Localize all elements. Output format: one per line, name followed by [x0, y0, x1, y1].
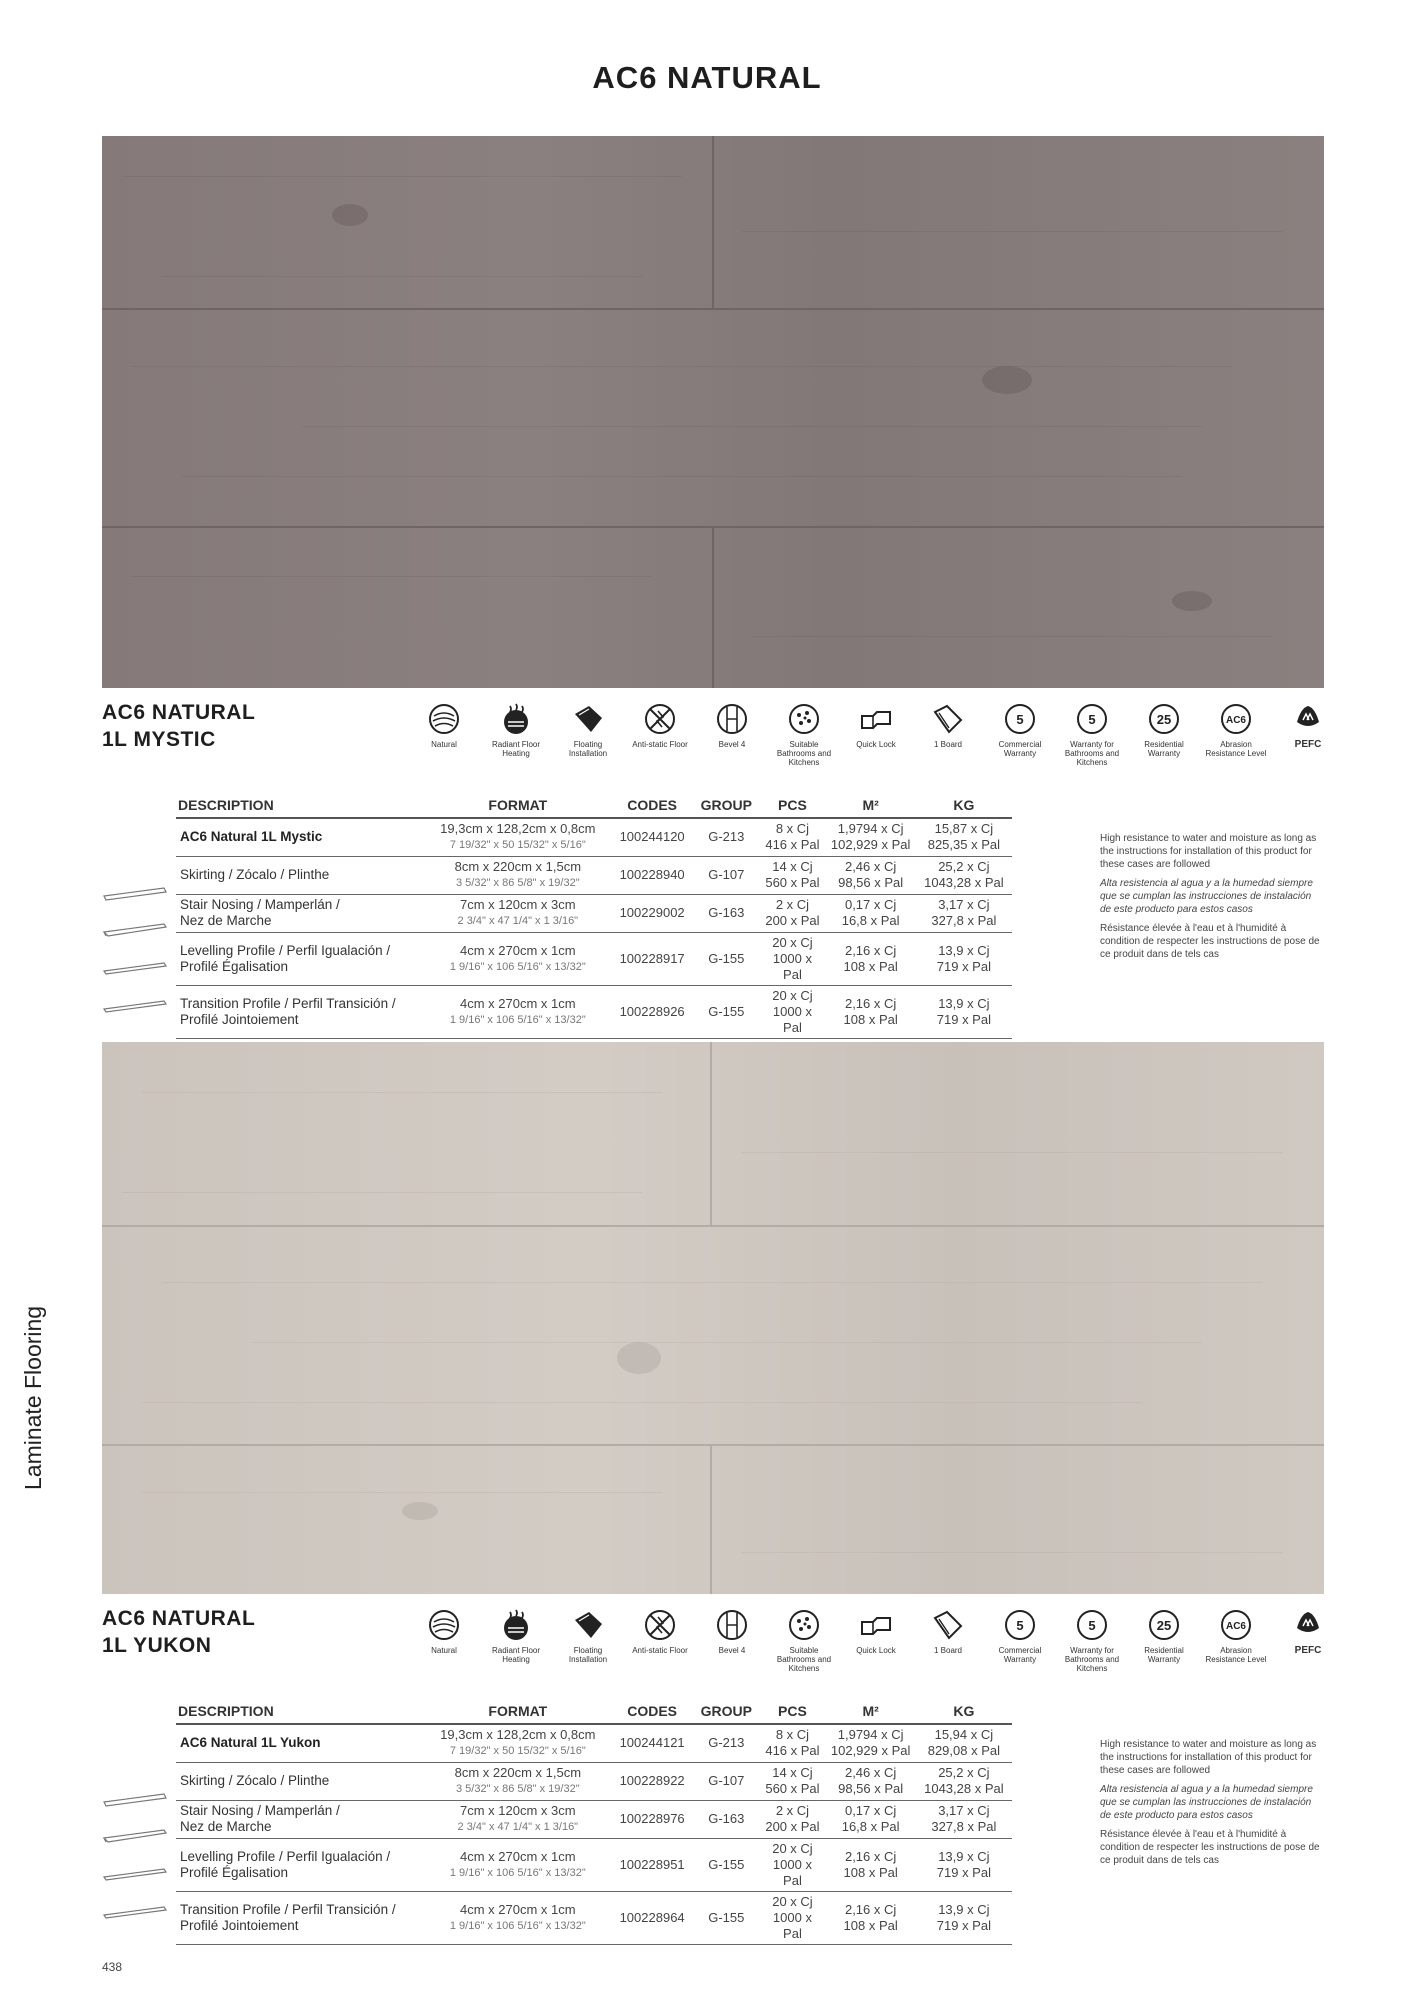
- m2-cell: 1,9794 x Cj 102,929 x Pal: [826, 818, 916, 856]
- header-m2: M²: [826, 796, 916, 818]
- feature-radiant-heating: [484, 1608, 548, 1664]
- feature-bevel: [700, 1608, 764, 1655]
- kg-cell: 15,94 x Cj 829,08 x Pal: [916, 1724, 1012, 1762]
- feature-commercial-warranty: [988, 702, 1052, 758]
- floating-installation-icon: [571, 1608, 605, 1642]
- abrasion-icon: [1219, 1608, 1253, 1642]
- svg-text:5: 5: [1016, 1618, 1024, 1633]
- header-kg: KG: [916, 1702, 1012, 1724]
- radiant-heating-icon: [499, 702, 533, 736]
- description-cell: AC6 Natural 1L Mystic: [176, 818, 425, 856]
- table-row: [176, 1724, 1012, 1762]
- description-cell: Transition Profile / Perfil Transición / Profilé Jointoiement: [176, 1891, 425, 1944]
- header-description: DESCRIPTION: [176, 796, 425, 818]
- format-cell: 7cm x 120cm x 3cm 2 3/4" x 47 1/4" x 1 3/16": [425, 894, 611, 932]
- note-english: High resistance to water and moisture as long as the instructions for installation of this product for these cases are followed: [1100, 833, 1317, 870]
- m2-cell: 1,9794 x Cj 102,929 x Pal: [826, 1724, 916, 1762]
- bevel-icon: [715, 702, 749, 736]
- wet-warranty-icon: [1075, 1608, 1109, 1642]
- header-format: FORMAT: [425, 796, 611, 818]
- header-pcs: PCS: [759, 796, 825, 818]
- note-french: Résistance élevée à l'eau et à l'humidité à condition de respecter les instructions de pose de ce produit dans de tels cas: [1100, 923, 1320, 960]
- moisture-notes: [1100, 1738, 1324, 1873]
- header-group: GROUP: [693, 796, 759, 818]
- pcs-cell: 20 x Cj 1000 x Pal: [759, 985, 825, 1038]
- feature-label: Radiant Floor Heating: [491, 740, 541, 758]
- product-section-mystic: [102, 136, 1324, 1035]
- code-cell: 100228917: [611, 932, 693, 985]
- pcs-cell: 2 x Cj 200 x Pal: [759, 894, 825, 932]
- table-row: [176, 1762, 1012, 1800]
- quick-lock-icon: [859, 702, 893, 736]
- transition-profile-icon: [102, 1900, 170, 1922]
- feature-radiant-heating: [484, 702, 548, 758]
- pcs-cell: 8 x Cj 416 x Pal: [759, 818, 825, 856]
- feature-label: Warranty for Bathrooms and Kitchens: [1064, 1646, 1120, 1673]
- svg-text:5: 5: [1088, 1618, 1096, 1633]
- header-kg: KG: [916, 796, 1012, 818]
- feature-label: 1 Board: [933, 1646, 963, 1655]
- description-cell: Levelling Profile / Perfil Igualación / Profilé Égalisation: [176, 932, 425, 985]
- pcs-cell: 20 x Cj 1000 x Pal: [759, 1891, 825, 1944]
- natural-icon: [427, 1608, 461, 1642]
- product-name-line1: AC6 NATURAL: [102, 1607, 256, 1630]
- feature-label: Commercial Warranty: [998, 1646, 1042, 1664]
- svg-text:25: 25: [1156, 712, 1172, 727]
- format-cell: 8cm x 220cm x 1,5cm 3 5/32" x 86 5/8" x 19/32": [425, 1762, 611, 1800]
- format-cell: 7cm x 120cm x 3cm 2 3/4" x 47 1/4" x 1 3/16": [425, 1800, 611, 1838]
- skirting-profile-icon: [102, 882, 170, 904]
- feature-bevel: [700, 702, 764, 749]
- m2-cell: 2,16 x Cj 108 x Pal: [826, 1891, 916, 1944]
- group-cell: G-107: [693, 1762, 759, 1800]
- feature-label: Abrasion Resistance Level: [1205, 740, 1267, 758]
- svg-text:5: 5: [1016, 712, 1024, 727]
- table-row: [176, 1891, 1012, 1944]
- feature-one-board: [916, 1608, 980, 1655]
- description-cell: AC6 Natural 1L Yukon: [176, 1724, 425, 1762]
- table-row: [176, 818, 1012, 856]
- description-cell: Skirting / Zócalo / Plinthe: [176, 1762, 425, 1800]
- one-board-icon: [931, 702, 965, 736]
- feature-label: Commercial Warranty: [998, 740, 1042, 758]
- feature-label: Suitable Bathrooms and Kitchens: [776, 740, 832, 767]
- description-cell: Skirting / Zócalo / Plinthe: [176, 856, 425, 894]
- m2-cell: 2,16 x Cj 108 x Pal: [826, 932, 916, 985]
- feature-label: Quick Lock: [856, 1646, 896, 1655]
- pcs-cell: 20 x Cj 1000 x Pal: [759, 932, 825, 985]
- code-cell: 100229002: [611, 894, 693, 932]
- feature-wet-warranty: [1060, 1608, 1124, 1673]
- header-codes: CODES: [611, 1702, 693, 1724]
- feature-label: Natural: [431, 1646, 457, 1655]
- feature-anti-static: [628, 1608, 692, 1655]
- side-category-label: Laminate Flooring: [20, 1305, 46, 1490]
- table-row: [176, 1838, 1012, 1891]
- table-row: [176, 894, 1012, 932]
- spec-table-mystic: [176, 796, 1012, 1039]
- pcs-cell: 14 x Cj 560 x Pal: [759, 1762, 825, 1800]
- feature-label: Radiant Floor Heating: [491, 1646, 541, 1664]
- header-codes: CODES: [611, 796, 693, 818]
- m2-cell: 2,16 x Cj 108 x Pal: [826, 985, 916, 1038]
- description-cell: Transition Profile / Perfil Transición / Profilé Jointoiement: [176, 985, 425, 1038]
- feature-label: Floating Installation: [568, 1646, 608, 1664]
- format-cell: 4cm x 270cm x 1cm 1 9/16" x 106 5/16" x 13/32": [425, 1891, 611, 1944]
- skirting-profile-icon: [102, 1788, 170, 1810]
- code-cell: 100228964: [611, 1891, 693, 1944]
- m2-cell: 0,17 x Cj 16,8 x Pal: [826, 894, 916, 932]
- header-pcs: PCS: [759, 1702, 825, 1724]
- description-cell: Stair Nosing / Mamperlán / Nez de Marche: [176, 894, 425, 932]
- bevel-icon: [715, 1608, 749, 1642]
- page-title: AC6 NATURAL: [592, 60, 822, 95]
- bathroom-kitchen-icon: [787, 702, 821, 736]
- commercial-warranty-icon: [1003, 1608, 1037, 1642]
- feature-label: Anti-static Floor: [632, 1646, 688, 1655]
- m2-cell: 0,17 x Cj 16,8 x Pal: [826, 1800, 916, 1838]
- pcs-cell: 2 x Cj 200 x Pal: [759, 1800, 825, 1838]
- feature-bathroom-kitchen: [772, 702, 836, 767]
- svg-text:AC6: AC6: [1225, 715, 1247, 726]
- group-cell: G-155: [693, 1838, 759, 1891]
- kg-cell: 13,9 x Cj 719 x Pal: [916, 1891, 1012, 1944]
- commercial-warranty-icon: [1003, 702, 1037, 736]
- radiant-heating-icon: [499, 1608, 533, 1642]
- note-spanish: Alta resistencia al agua y a la humedad siempre que se cumplan las instrucciones de instalación de este producto para estos casos: [1100, 878, 1313, 915]
- floating-installation-icon: [571, 702, 605, 736]
- pcs-cell: 14 x Cj 560 x Pal: [759, 856, 825, 894]
- pcs-cell: 20 x Cj 1000 x Pal: [759, 1838, 825, 1891]
- floor-photo-mystic: [102, 136, 1324, 688]
- feature-one-board: [916, 702, 980, 749]
- group-cell: G-213: [693, 1724, 759, 1762]
- feature-label: Anti-static Floor: [632, 740, 688, 749]
- anti-static-icon: [643, 702, 677, 736]
- format-cell: 8cm x 220cm x 1,5cm 3 5/32" x 86 5/8" x 19/32": [425, 856, 611, 894]
- table-row: [176, 985, 1012, 1038]
- note-spanish: Alta resistencia al agua y a la humedad siempre que se cumplan las instrucciones de instalación de este producto para estos casos: [1100, 1784, 1313, 1821]
- feature-icons: [412, 1608, 1332, 1688]
- feature-label: 1 Board: [933, 740, 963, 749]
- page-number: 438: [102, 1960, 123, 1974]
- residential-warranty-icon: [1147, 702, 1181, 736]
- svg-text:AC6: AC6: [1225, 1621, 1247, 1632]
- feature-pefc: [1276, 702, 1340, 749]
- table-row: [176, 1800, 1012, 1838]
- feature-wet-warranty: [1060, 702, 1124, 767]
- feature-quick-lock: [844, 1608, 908, 1655]
- table-row: [176, 856, 1012, 894]
- kg-cell: 3,17 x Cj 327,8 x Pal: [916, 894, 1012, 932]
- feature-abrasion: [1204, 1608, 1268, 1664]
- feature-pefc: [1276, 1608, 1340, 1655]
- quick-lock-icon: [859, 1608, 893, 1642]
- group-cell: G-155: [693, 932, 759, 985]
- product-name: [102, 1605, 255, 1659]
- code-cell: 100244121: [611, 1724, 693, 1762]
- format-cell: 19,3cm x 128,2cm x 0,8cm 7 19/32" x 50 15/32" x 5/16": [425, 818, 611, 856]
- anti-static-icon: [643, 1608, 677, 1642]
- feature-label: Bevel 4: [718, 740, 746, 749]
- kg-cell: 13,9 x Cj 719 x Pal: [916, 932, 1012, 985]
- product-name-line2: 1L MYSTIC: [102, 728, 216, 751]
- feature-residential-warranty: [1132, 1608, 1196, 1664]
- header-m2: M²: [826, 1702, 916, 1724]
- feature-label: Natural: [431, 740, 457, 749]
- kg-cell: 15,87 x Cj 825,35 x Pal: [916, 818, 1012, 856]
- group-cell: G-155: [693, 985, 759, 1038]
- feature-residential-warranty: [1132, 702, 1196, 758]
- feature-bathroom-kitchen: [772, 1608, 836, 1673]
- pefc-icon: [1291, 702, 1325, 736]
- feature-label: Floating Installation: [568, 740, 608, 758]
- feature-floating-installation: [556, 1608, 620, 1664]
- kg-cell: 25,2 x Cj 1043,28 x Pal: [916, 1762, 1012, 1800]
- pcs-cell: 8 x Cj 416 x Pal: [759, 1724, 825, 1762]
- group-cell: G-163: [693, 1800, 759, 1838]
- levelling-profile-icon: [102, 1862, 170, 1884]
- residential-warranty-icon: [1147, 1608, 1181, 1642]
- moisture-notes: [1100, 832, 1324, 967]
- code-cell: 100228976: [611, 1800, 693, 1838]
- feature-label: Quick Lock: [856, 740, 896, 749]
- m2-cell: 2,16 x Cj 108 x Pal: [826, 1838, 916, 1891]
- kg-cell: 13,9 x Cj 719 x Pal: [916, 1838, 1012, 1891]
- feature-label: Residential Warranty: [1144, 1646, 1184, 1664]
- code-cell: 100228922: [611, 1762, 693, 1800]
- header-group: GROUP: [693, 1702, 759, 1724]
- product-name-line1: AC6 NATURAL: [102, 701, 256, 724]
- svg-text:5: 5: [1088, 712, 1096, 727]
- feature-natural: [412, 1608, 476, 1655]
- stair-nosing-profile-icon: [102, 1824, 170, 1846]
- format-cell: 19,3cm x 128,2cm x 0,8cm 7 19/32" x 50 15/32" x 5/16": [425, 1724, 611, 1762]
- kg-cell: 3,17 x Cj 327,8 x Pal: [916, 1800, 1012, 1838]
- feature-label: Abrasion Resistance Level: [1205, 1646, 1267, 1664]
- note-english: High resistance to water and moisture as long as the instructions for installation of this product for these cases are followed: [1100, 1739, 1317, 1776]
- format-cell: 4cm x 270cm x 1cm 1 9/16" x 106 5/16" x 13/32": [425, 1838, 611, 1891]
- product-name: [102, 699, 255, 753]
- table-row: [176, 932, 1012, 985]
- wet-warranty-icon: [1075, 702, 1109, 736]
- description-cell: Stair Nosing / Mamperlán / Nez de Marche: [176, 1800, 425, 1838]
- feature-icons: [412, 702, 1332, 782]
- spec-table-yukon: [176, 1702, 1012, 1945]
- feature-label: Suitable Bathrooms and Kitchens: [776, 1646, 832, 1673]
- note-french: Résistance élevée à l'eau et à l'humidité à condition de respecter les instructions de pose de ce produit dans de tels cas: [1100, 1829, 1320, 1866]
- feature-label: Warranty for Bathrooms and Kitchens: [1064, 740, 1120, 767]
- kg-cell: 13,9 x Cj 719 x Pal: [916, 985, 1012, 1038]
- m2-cell: 2,46 x Cj 98,56 x Pal: [826, 856, 916, 894]
- description-cell: Levelling Profile / Perfil Igualación / Profilé Égalisation: [176, 1838, 425, 1891]
- format-cell: 4cm x 270cm x 1cm 1 9/16" x 106 5/16" x 13/32": [425, 932, 611, 985]
- m2-cell: 2,46 x Cj 98,56 x Pal: [826, 1762, 916, 1800]
- feature-label: Bevel 4: [718, 1646, 746, 1655]
- pefc-logo-text: PEFC: [1294, 739, 1322, 750]
- floor-photo-yukon: [102, 1042, 1324, 1594]
- svg-text:25: 25: [1156, 1618, 1172, 1633]
- abrasion-icon: [1219, 702, 1253, 736]
- feature-quick-lock: [844, 702, 908, 749]
- product-name-line2: 1L YUKON: [102, 1634, 212, 1657]
- stair-nosing-profile-icon: [102, 918, 170, 940]
- code-cell: 100244120: [611, 818, 693, 856]
- feature-commercial-warranty: [988, 1608, 1052, 1664]
- group-cell: G-213: [693, 818, 759, 856]
- group-cell: G-107: [693, 856, 759, 894]
- format-cell: 4cm x 270cm x 1cm 1 9/16" x 106 5/16" x 13/32": [425, 985, 611, 1038]
- natural-icon: [427, 702, 461, 736]
- code-cell: 100228940: [611, 856, 693, 894]
- transition-profile-icon: [102, 994, 170, 1016]
- group-cell: G-163: [693, 894, 759, 932]
- pefc-icon: [1291, 1608, 1325, 1642]
- header-format: FORMAT: [425, 1702, 611, 1724]
- kg-cell: 25,2 x Cj 1043,28 x Pal: [916, 856, 1012, 894]
- feature-label: Residential Warranty: [1144, 740, 1184, 758]
- pefc-logo-text: PEFC: [1294, 1645, 1322, 1656]
- one-board-icon: [931, 1608, 965, 1642]
- feature-anti-static: [628, 702, 692, 749]
- header-description: DESCRIPTION: [176, 1702, 425, 1724]
- bathroom-kitchen-icon: [787, 1608, 821, 1642]
- levelling-profile-icon: [102, 956, 170, 978]
- code-cell: 100228926: [611, 985, 693, 1038]
- code-cell: 100228951: [611, 1838, 693, 1891]
- feature-floating-installation: [556, 702, 620, 758]
- product-section-yukon: [102, 1042, 1324, 1941]
- feature-natural: [412, 702, 476, 749]
- feature-abrasion: [1204, 702, 1268, 758]
- group-cell: G-155: [693, 1891, 759, 1944]
